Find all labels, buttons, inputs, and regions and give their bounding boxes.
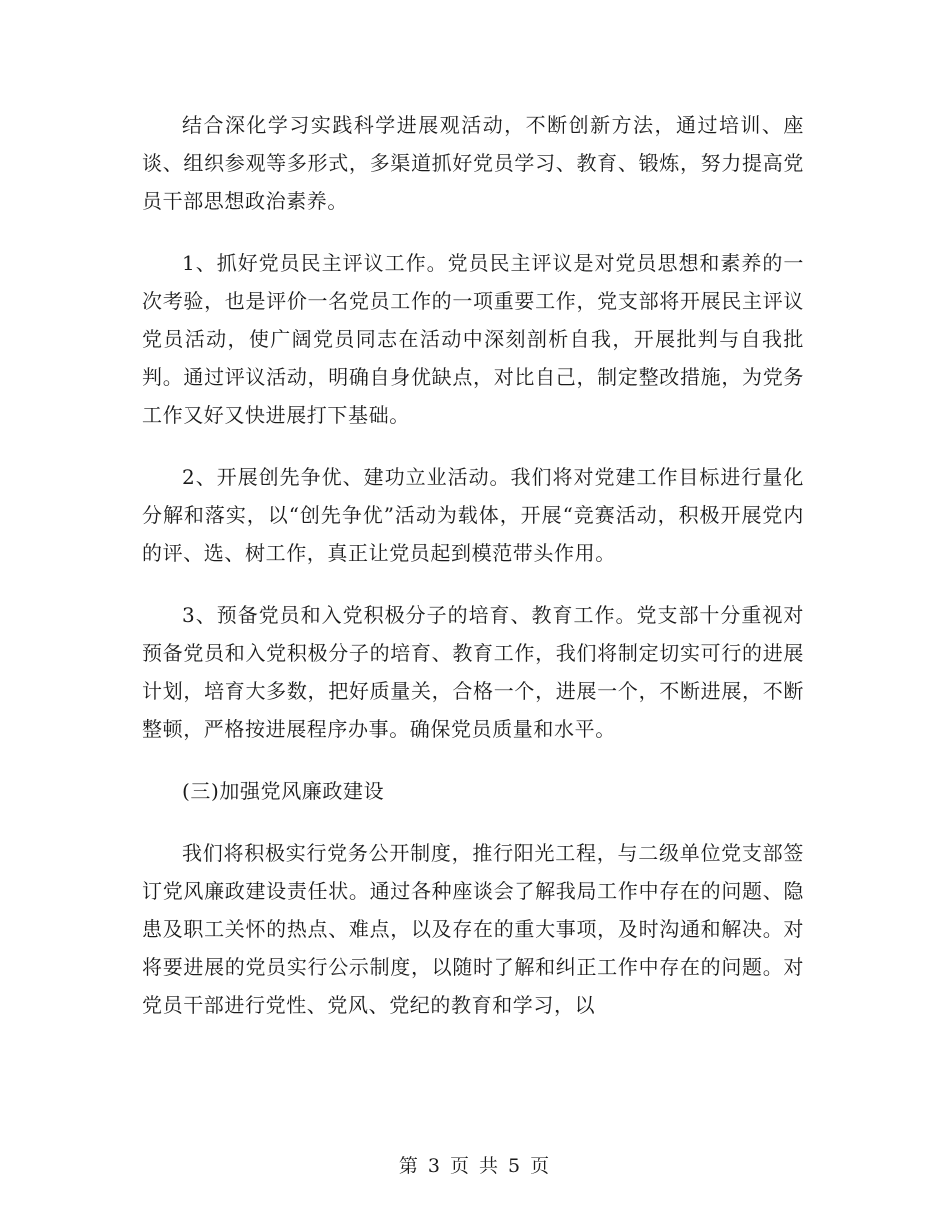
paragraph-intro: 结合深化学习实践科学进展观活动，不断创新方法，通过培训、座谈、组织参观等多形式，多渠道抓好党员学习、教育、锻炼，努力提高党员干部思想政治素养。 [142,113,804,213]
paragraph-item-1: 1、抓好党员民主评议工作。党员民主评议是对党员思想和素养的一次考验，也是评价一名党员工作的一项重要工作，党支部将开展民主评议党员活动，使广阔党员同志在活动中深刻剖析自我，开展批判与自我批判。通过评议活动，明确自身优缺点，对比自己，制定整改措施，为党务工作又好又快进展打下基础。 [142,251,804,427]
section-heading: (三)加强党风廉政建设 [182,779,385,803]
paragraph-section-body: 我们将积极实行党务公开制度，推行阳光工程，与二级单位党支部签订党风廉政建设责任状。通过各种座谈会了解我局工作中存在的问题、隐患及职工关怀的热点、难点，以及存在的重大事项，及时沟通和解决。对将要进展的党员实行公示制度，以随时了解和纠正工作中存在的问题。对党员干部进行党性、党风、党纪的教育和学习，以 [142,841,804,1017]
document-body [142,106,804,1048]
paragraph-item-2: 2、开展创先争优、建功立业活动。我们将对党建工作目标进行量化分解和落实，以“创先争优”活动为载体，开展“竞赛活动，积极开展党内的评、选、树工作，真正让党员起到模范带头作用。 [142,465,804,565]
paragraph-item-3: 3、预备党员和入党积极分子的培育、教育工作。党支部十分重视对预备党员和入党积极分子的培育、教育工作，我们将制定切实可行的进展计划，培育大多数，把好质量关，合格一个，进展一个，不断进展，不断整顿，严格按进展程序办事。确保党员质量和水平。 [142,603,804,741]
page-number-footer: 第 3 页 共 5 页 [398,1155,552,1177]
